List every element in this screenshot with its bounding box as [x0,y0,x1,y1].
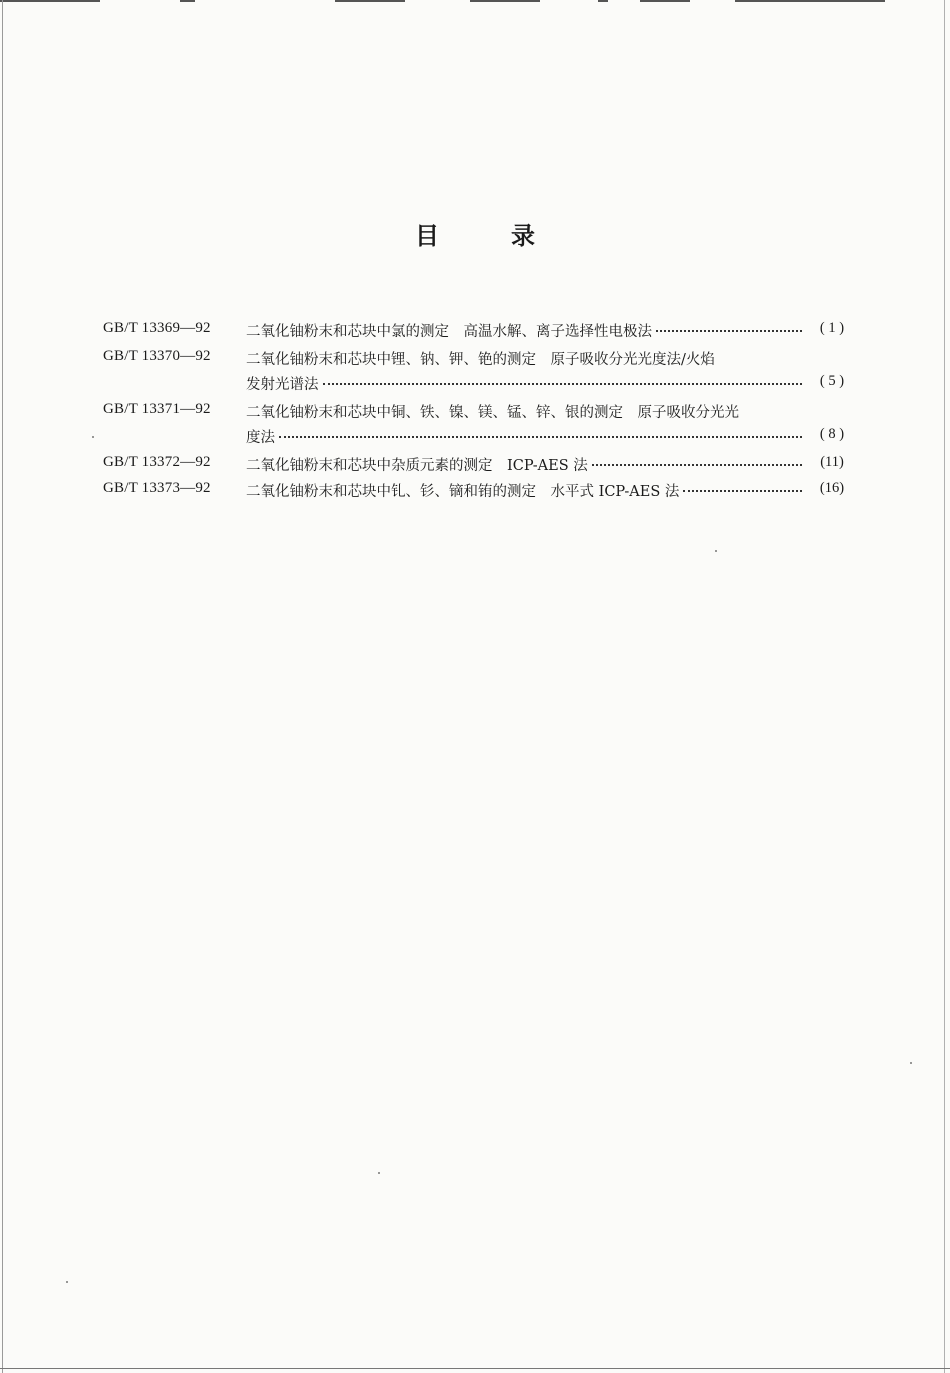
toc-entry-page: ( 5 ) [819,373,845,389]
scan-speck [910,1062,912,1064]
toc-entry-title-line [246,401,802,422]
scan-edge-right [944,0,945,1373]
toc-entry-title-line [246,426,802,447]
scan-speck [92,436,94,438]
dot-leader [683,490,802,492]
title-char-1: 目 [415,222,439,251]
toc-entry-title-line [246,373,802,394]
toc-entry-code: GB/T 13369—92 [103,320,211,336]
toc-entry-title: 二氧化铀粉末和芯块中锂、钠、钾、铯的测定 原子吸收分光光度法/火焰 [246,352,715,368]
toc-entry-title: 二氧化铀粉末和芯块中杂质元素的测定 ICP-AES 法 [246,458,588,474]
toc-entry-title-line [246,480,802,501]
dot-leader [592,464,802,466]
toc-entry-code: GB/T 13373—92 [103,480,211,496]
toc-entry-title: 二氧化铀粉末和芯块中氯的测定 高温水解、离子选择性电极法 [246,324,652,340]
scan-speck [715,550,717,552]
toc-entry-title-line [246,320,802,341]
toc-entry-title-line [246,454,802,475]
scan-edge-top [0,0,950,3]
toc-entry-code: GB/T 13371—92 [103,401,211,417]
toc-entry-page: (11) [820,454,844,470]
toc-entry-title-continued: 度法 [246,430,275,446]
toc-entry-title-line [246,348,802,369]
scan-edge-left [2,0,3,1373]
scan-edge-bottom [0,1368,950,1369]
title-char-2: 录 [511,222,535,251]
toc-entry-page: (16) [819,480,845,496]
scan-speck [378,1172,380,1174]
dot-leader [656,330,802,332]
toc-entry-title-continued: 发射光谱法 [246,377,319,393]
toc-entry-page: ( 8 ) [819,426,845,442]
toc-entry-code: GB/T 13370—92 [103,348,211,364]
dot-leader [323,383,803,385]
toc-entry-title: 二氧化铀粉末和芯块中钆、钐、镝和铕的测定 水平式 ICP-AES 法 [246,484,680,500]
dot-leader [279,436,802,438]
scan-speck [66,1281,68,1283]
toc-entry-page: ( 1 ) [819,320,845,336]
toc-entry-title: 二氧化铀粉末和芯块中铜、铁、镍、镁、锰、锌、银的测定 原子吸收分光光 [246,405,739,421]
page-title [0,216,950,251]
toc-entry-code: GB/T 13372—92 [103,454,211,470]
